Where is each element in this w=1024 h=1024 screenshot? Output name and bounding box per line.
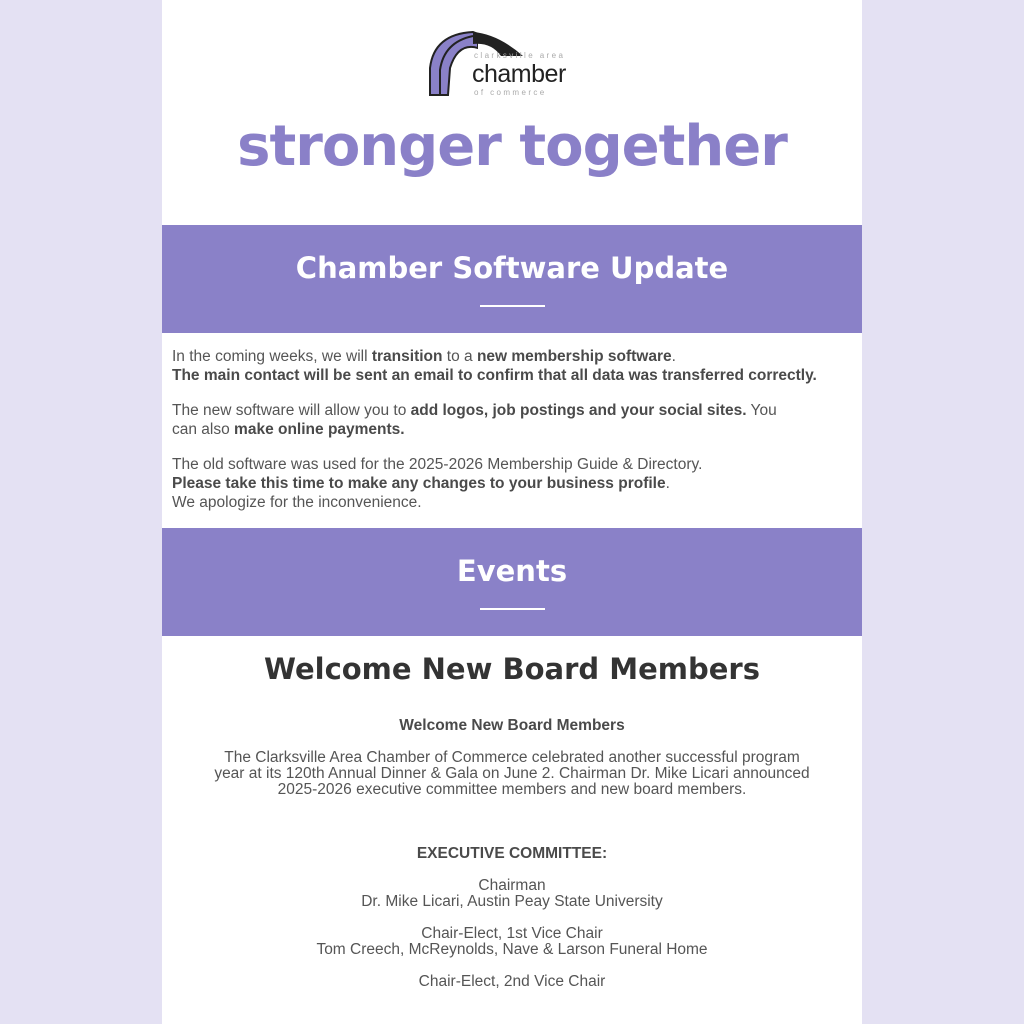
bold-text: new membership software xyxy=(476,348,672,365)
committee-label xyxy=(212,846,812,862)
member-name: Dr. Mike Licari, Austin Peay State University xyxy=(361,893,663,910)
member-name: Tom Creech, McReynolds, Nave & Larson Funeral Home xyxy=(316,941,708,958)
text: We apologize for the inconvenience. xyxy=(172,494,422,511)
software-update-title: Chamber Software Update xyxy=(295,251,729,285)
software-update-body xyxy=(162,333,862,528)
logo-text-top: clarksville area xyxy=(474,51,566,60)
events-heading: Welcome New Board Members xyxy=(264,652,760,686)
text: You can also xyxy=(172,402,777,438)
text: The old software was used for the 2025-2026 Membership Guide & Directory. xyxy=(172,456,703,473)
bold-text: make online payments. xyxy=(234,421,405,438)
events-title: Events xyxy=(456,554,568,588)
bold-text: transition xyxy=(371,348,443,365)
events-section xyxy=(162,636,862,990)
email-page xyxy=(162,0,862,1024)
member-entry xyxy=(212,878,812,910)
paragraph-2 xyxy=(172,401,792,439)
bold-text: add logos, job postings and your social sites. xyxy=(410,402,747,419)
software-update-banner xyxy=(162,225,862,333)
member-role: Chairman xyxy=(478,877,546,894)
text: The new software will allow you to xyxy=(172,402,411,419)
header xyxy=(162,0,862,225)
text: . xyxy=(665,475,670,492)
text: to a xyxy=(442,348,477,365)
bold-text: Please take this time to make any changes to your business profile xyxy=(172,475,666,492)
subheading-text: Welcome New Board Members xyxy=(399,717,625,734)
divider xyxy=(480,305,545,307)
bold-text: The main contact will be sent an email to confirm that all data was transferred correctly. xyxy=(172,367,817,384)
text: In the coming weeks, we will xyxy=(172,348,372,365)
member-role: Chair-Elect, 1st Vice Chair xyxy=(421,925,603,942)
logo-text-bottom: of commerce xyxy=(474,88,547,97)
committee-label-text: EXECUTIVE COMMITTEE: xyxy=(416,845,608,862)
paragraph-3 xyxy=(172,455,852,528)
paragraph-1 xyxy=(172,347,852,385)
member-role: Chair-Elect, 2nd Vice Chair xyxy=(418,973,606,990)
events-intro: The Clarksville Area Chamber of Commerce celebrated another successful program year at its 120th Annual Dinner & Gala on June 2. Chairman Dr. Mike Licari announced 2025-2026 executive committee members and new board members. xyxy=(214,749,810,798)
member-entry xyxy=(212,926,812,958)
events-banner xyxy=(162,528,862,636)
chamber-logo[interactable] xyxy=(428,28,608,98)
logo-text-main: chamber xyxy=(472,60,566,88)
tagline: stronger together xyxy=(237,114,787,179)
arch-icon xyxy=(428,28,478,98)
member-entry xyxy=(212,974,812,990)
events-subheading xyxy=(212,718,812,734)
text: . xyxy=(671,348,676,365)
divider xyxy=(480,608,545,610)
